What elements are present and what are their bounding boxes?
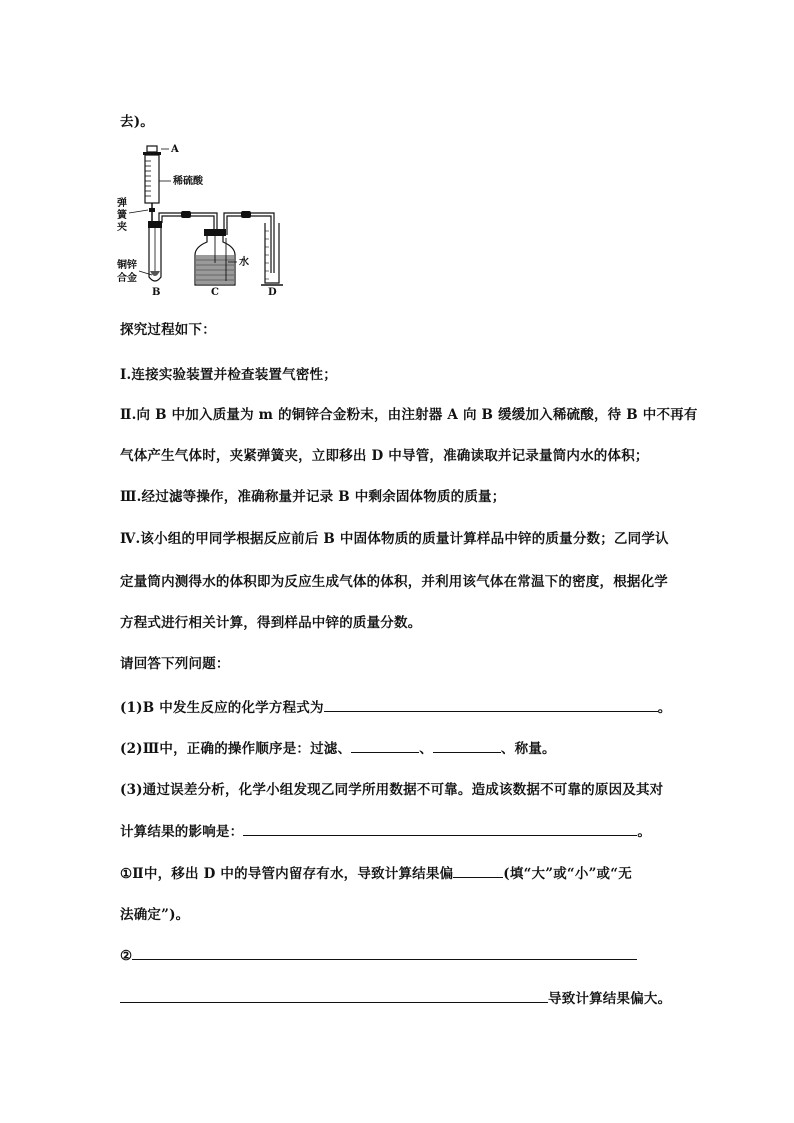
answer-blank-5b[interactable]	[120, 988, 548, 1003]
label-spring-3: 夹	[117, 222, 127, 233]
question-1-text: (1)B 中发生反应的化学方程式为	[120, 700, 324, 716]
text-line-2: Ⅰ.连接实验装置并检查装置气密性；	[120, 367, 337, 383]
answer-blank-3[interactable]	[243, 821, 637, 836]
question-1-end: 。	[657, 700, 672, 716]
sub-question-2-b	[120, 987, 671, 1007]
apparatus-figure	[115, 143, 290, 298]
text-line-1: 探究过程如下：	[120, 322, 216, 338]
label-alloy-2: 合金	[117, 273, 137, 284]
question-2-sep: 、	[419, 741, 433, 757]
question-3-b-text: 计算结果的影响是：	[120, 824, 244, 840]
answer-blank-1[interactable]	[324, 697, 658, 712]
question-2-end: 、称量。	[500, 741, 556, 757]
label-spring-2: 簧	[117, 210, 127, 221]
label-acid: 稀硫酸	[173, 176, 203, 187]
answer-blank-4[interactable]	[453, 863, 503, 878]
sub-question-1-text: ①Ⅱ中，移出 D 中的导管内留存有水，导致计算结果偏	[120, 866, 454, 882]
text-line-5: Ⅲ.经过滤等操作，准确称量并记录 B 中剩余固体物质的质量；	[120, 489, 506, 505]
text-line-7: 定量筒内测得水的体积即为反应生成气体的体积，并利用该气体在常温下的密度，根据化学	[120, 574, 668, 590]
question-3-b-end: 。	[637, 824, 652, 840]
text-line-0: 去)。	[120, 114, 154, 130]
text-line-6: Ⅳ.该小组的甲同学根据反应前后 B 中固体物质的质量计算样品中锌的质量分数；乙同学认	[120, 531, 669, 547]
label-b: B	[152, 287, 161, 298]
sub-question-1	[120, 862, 632, 882]
sub-question-2-marker: ②	[120, 948, 133, 964]
label-alloy-1: 铜锌	[117, 260, 137, 271]
answer-blank-2a[interactable]	[351, 738, 419, 753]
sub-question-2-end: 导致计算结果偏大。	[548, 991, 672, 1007]
sub-question-2	[120, 945, 637, 964]
label-c: C	[211, 287, 219, 298]
label-a: A	[171, 144, 179, 155]
question-2-text: (2)Ⅲ中，正确的操作顺序是：过滤、	[120, 741, 352, 757]
text-line-3: Ⅱ.向 B 中加入质量为 m 的铜锌合金粉末，由注射器 A 向 B 缓缓加入稀硫酸，待 B 中不再有	[120, 407, 698, 423]
label-spring-1: 弹	[117, 198, 127, 209]
label-d: D	[268, 287, 277, 298]
sub-question-1-options: (填“大”或“小”或“无	[503, 866, 632, 882]
question-3-b	[120, 820, 651, 840]
label-water: 水	[239, 257, 249, 268]
question-3: (3)通过误差分析，化学小组发现乙同学所用数据不可靠。造成该数据不可靠的原因及其对	[120, 782, 664, 798]
sub-question-1-b: 法确定”)。	[120, 907, 190, 923]
text-line-4: 气体产生气体时，夹紧弹簧夹，立即移出 D 中导管，准确读取并记录量筒内水的体积；	[120, 448, 649, 464]
answer-blank-5a[interactable]	[132, 945, 637, 960]
text-line-9: 请回答下列问题：	[120, 656, 230, 672]
question-2	[120, 737, 556, 757]
answer-blank-2b[interactable]	[433, 738, 501, 753]
question-1	[120, 696, 671, 716]
text-line-8: 方程式进行相关计算，得到样品中锌的质量分数。	[120, 615, 422, 631]
